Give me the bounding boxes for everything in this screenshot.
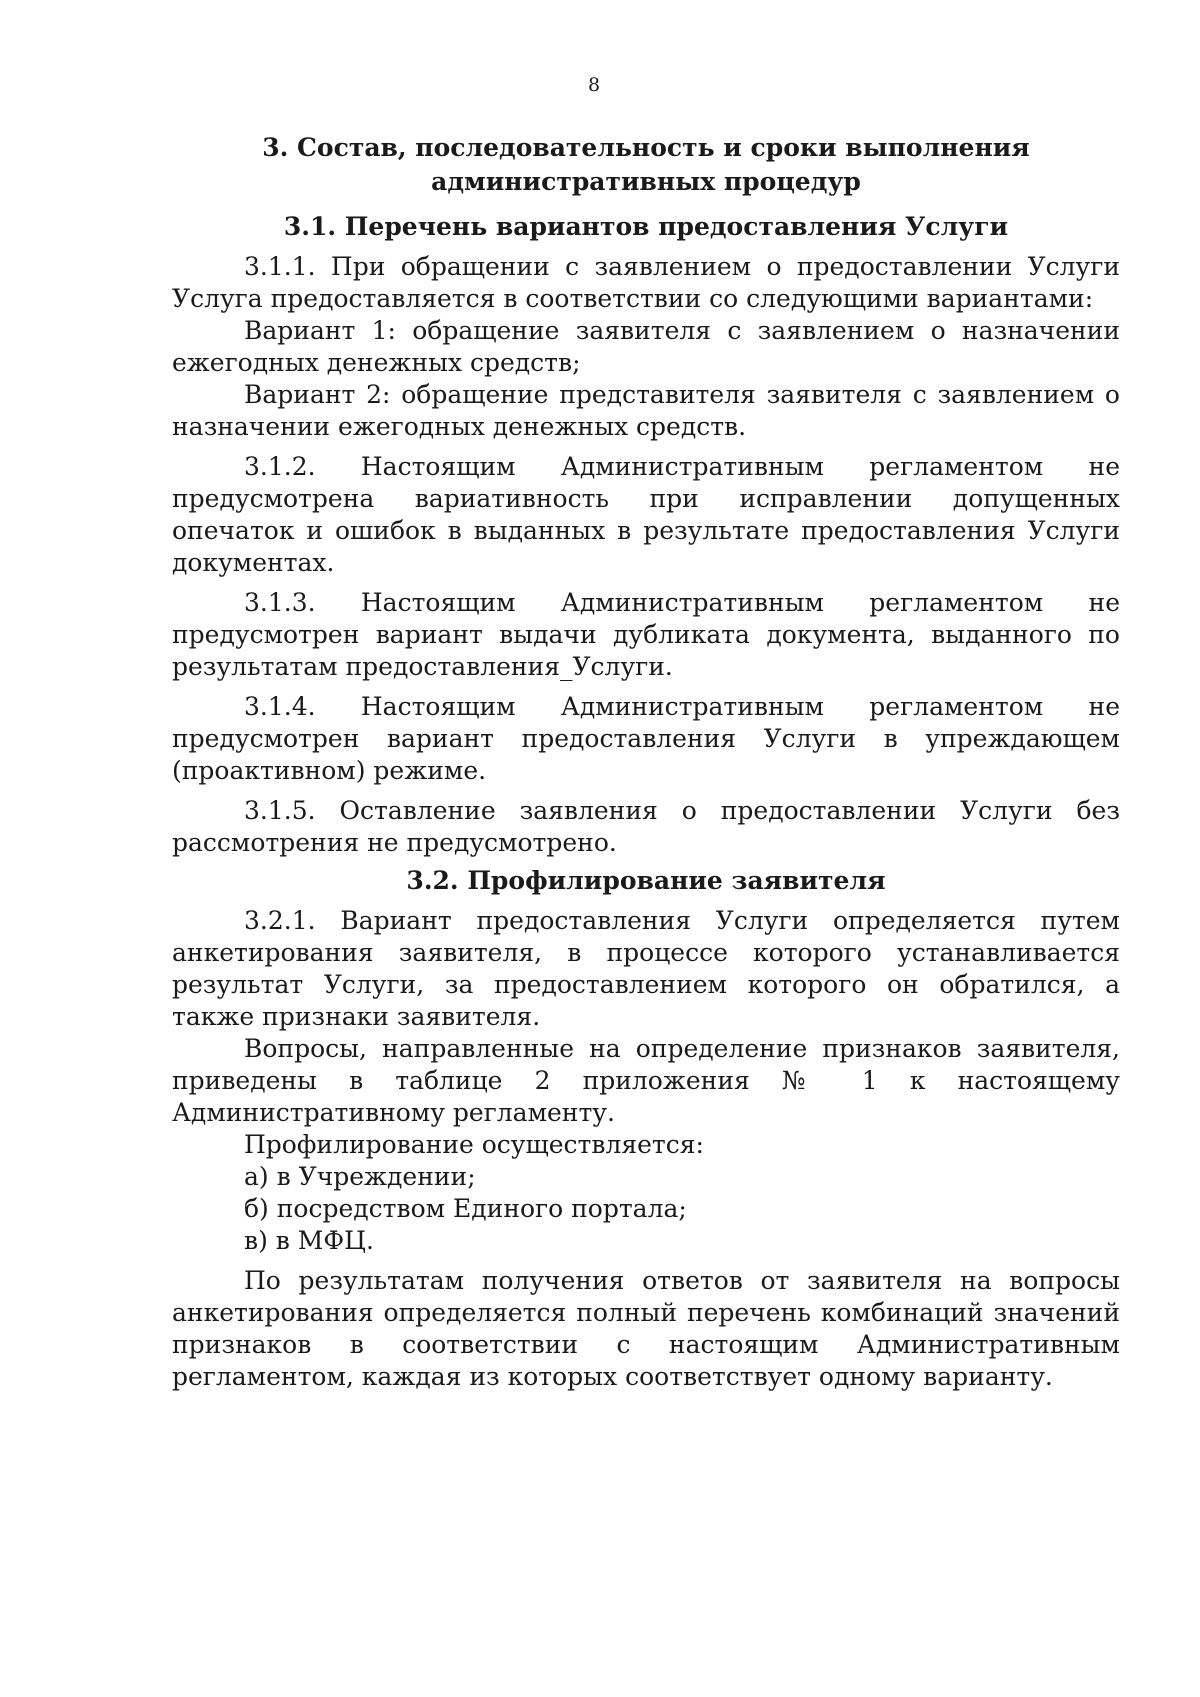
page-number: 8 bbox=[587, 74, 601, 96]
paragraph-variant-2: Вариант 2: обращение представителя заявителя с заявлением о назначении ежегодных денежных средств. bbox=[172, 380, 1120, 441]
paragraph-3-1-3: 3.1.3. Настоящим Административным регламентом не предусмотрен вариант выдачи дубликата документа, выданного по результатам предоставления_Услуги. bbox=[172, 588, 1120, 681]
paragraph-variant-1: Вариант 1: обращение заявителя с заявлением о назначении ежегодных денежных средств; bbox=[172, 316, 1120, 377]
paragraph-3-2-1: 3.2.1. Вариант предоставления Услуги определяется путем анкетирования заявителя, в процессе которого устанавливается результат Услуги, за предоставлением которого он обратился, а также признаки заявителя. bbox=[172, 906, 1120, 1031]
subsection-title-3-2: 3.2. Профилирование заявителя bbox=[406, 866, 886, 895]
paragraph-3-1-1: 3.1.1. При обращении с заявлением о предоставлении Услуги Услуга предоставляется в соответствии со следующими вариантами: bbox=[172, 252, 1120, 313]
paragraph-3-1-2: 3.1.2. Настоящим Административным регламентом не предусмотрена вариативность при исправлении допущенных опечаток и ошибок в выданных в результате предоставления Услуги документах. bbox=[172, 452, 1120, 577]
list-item: в) в МФЦ. bbox=[244, 1226, 374, 1255]
paragraph-profiling-intro: Профилирование осуществляется: bbox=[244, 1130, 704, 1159]
list-item: а) в Учреждении; bbox=[244, 1162, 476, 1191]
paragraph-questions: Вопросы, направленные на определение признаков заявителя, приведены в таблице 2 приложения № 1 к настоящему Административному регламенту. bbox=[172, 1034, 1120, 1127]
paragraph-3-1-5: 3.1.5. Оставление заявления о предоставлении Услуги без рассмотрения не предусмотрено. bbox=[172, 796, 1120, 857]
document-body bbox=[172, 131, 1120, 1393]
paragraph-3-1-4: 3.1.4. Настоящим Административным регламентом не предусмотрен вариант предоставления Услуги в упреждающем (проактивном) режиме. bbox=[172, 692, 1120, 785]
section-title: 3. Состав, последовательность и сроки выполнения административных процедур bbox=[262, 133, 1030, 196]
paragraph-results: По результатам получения ответов от заявителя на вопросы анкетирования определяется полный перечень комбинаций значений признаков в соответствии с настоящим Административным регламентом, каждая из которых соответствует одному варианту. bbox=[172, 1266, 1120, 1391]
list-item: б) посредством Единого портала; bbox=[244, 1194, 687, 1223]
subsection-title-3-1: 3.1. Перечень вариантов предоставления Услуги bbox=[283, 212, 1009, 241]
